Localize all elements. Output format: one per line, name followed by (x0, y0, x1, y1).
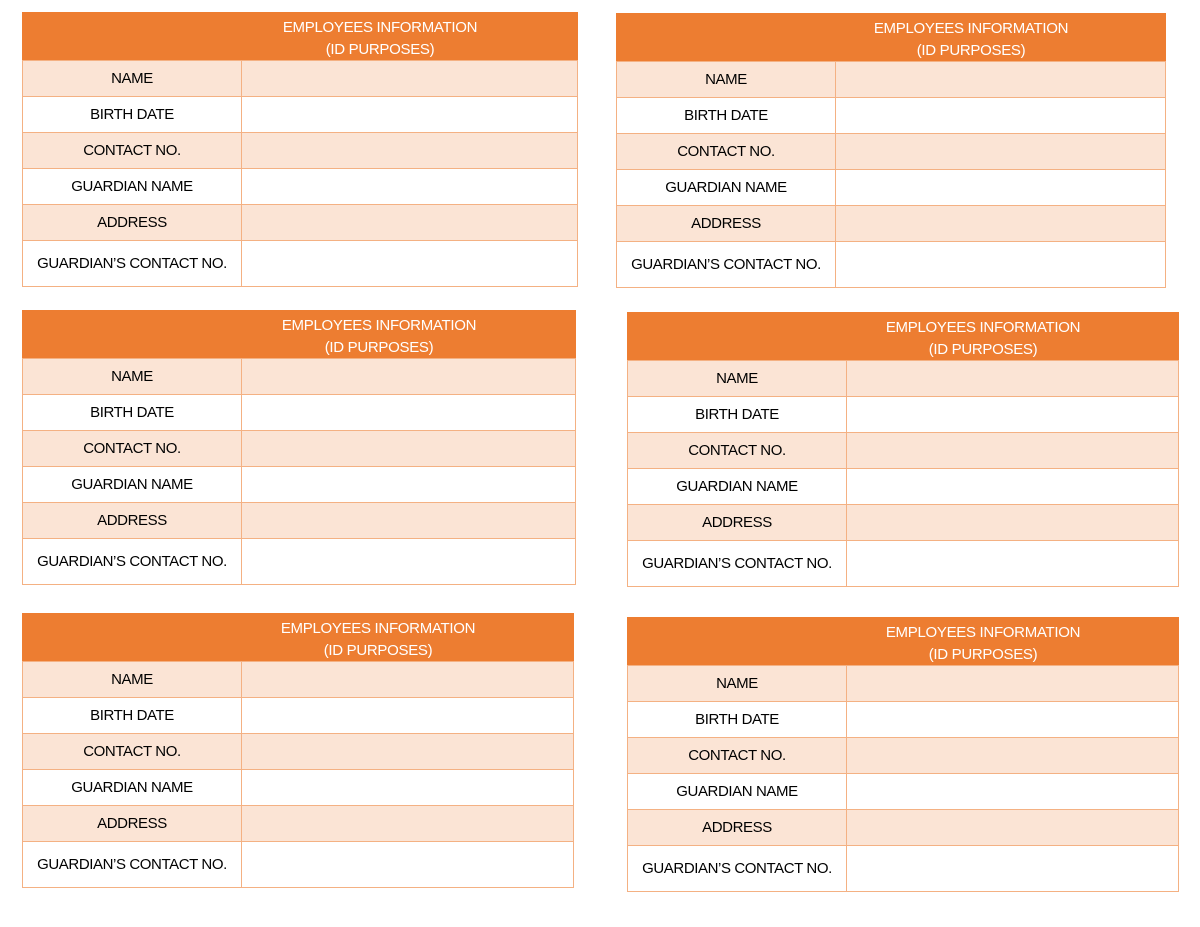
table-row (617, 134, 1166, 170)
card-subtitle: (ID PURPOSES) (324, 339, 434, 356)
contact-no-field[interactable] (242, 734, 574, 770)
info-table (627, 360, 1179, 587)
table-row (23, 61, 578, 97)
card-title: EMPLOYEES INFORMATION (873, 20, 1069, 37)
employee-info-card-1 (22, 12, 578, 287)
birth-date-label: BIRTH DATE (628, 397, 847, 433)
table-row (23, 698, 574, 734)
table-row (23, 359, 576, 395)
table-row (617, 98, 1166, 134)
guardian-name-label: GUARDIAN NAME (628, 469, 847, 505)
name-field[interactable] (847, 361, 1179, 397)
card-subtitle: (ID PURPOSES) (323, 642, 433, 659)
guardian-name-label: GUARDIAN NAME (23, 770, 242, 806)
card-title: EMPLOYEES INFORMATION (282, 19, 478, 36)
name-field[interactable] (242, 662, 574, 698)
birth-date-label: BIRTH DATE (23, 395, 242, 431)
contact-no-label: CONTACT NO. (628, 433, 847, 469)
birth-date-field[interactable] (836, 98, 1166, 134)
table-row (628, 810, 1179, 846)
info-table (627, 665, 1179, 892)
contact-no-label: CONTACT NO. (23, 734, 242, 770)
address-field[interactable] (847, 810, 1179, 846)
table-row (628, 738, 1179, 774)
table-row (23, 97, 578, 133)
birth-date-field[interactable] (242, 395, 576, 431)
guardian-contact-label: GUARDIAN’S CONTACT NO. (23, 241, 242, 287)
address-field[interactable] (847, 505, 1179, 541)
guardian-contact-field[interactable] (242, 539, 576, 585)
card-header (627, 312, 1179, 360)
contact-no-field[interactable] (847, 738, 1179, 774)
guardian-name-label: GUARDIAN NAME (23, 169, 242, 205)
name-field[interactable] (242, 61, 578, 97)
contact-no-label: CONTACT NO. (23, 431, 242, 467)
birth-date-field[interactable] (242, 97, 578, 133)
name-label: NAME (628, 666, 847, 702)
table-row (23, 169, 578, 205)
guardian-contact-field[interactable] (242, 842, 574, 888)
birth-date-label: BIRTH DATE (23, 698, 242, 734)
table-row (628, 397, 1179, 433)
card-header (22, 310, 576, 358)
guardian-contact-field[interactable] (836, 242, 1166, 288)
info-table (22, 60, 578, 287)
info-table (22, 661, 574, 888)
address-label: ADDRESS (23, 503, 242, 539)
employee-info-card-3 (22, 310, 576, 585)
table-row (628, 433, 1179, 469)
address-label: ADDRESS (628, 810, 847, 846)
contact-no-field[interactable] (836, 134, 1166, 170)
name-label: NAME (617, 62, 836, 98)
guardian-contact-field[interactable] (847, 846, 1179, 892)
contact-no-field[interactable] (242, 431, 576, 467)
table-row (23, 806, 574, 842)
name-label: NAME (23, 359, 242, 395)
info-table (616, 61, 1166, 288)
guardian-name-field[interactable] (847, 774, 1179, 810)
guardian-contact-label: GUARDIAN’S CONTACT NO. (628, 541, 847, 587)
table-row (628, 541, 1179, 587)
birth-date-label: BIRTH DATE (617, 98, 836, 134)
name-label: NAME (23, 61, 242, 97)
guardian-name-field[interactable] (242, 467, 576, 503)
table-row (617, 206, 1166, 242)
table-row (617, 62, 1166, 98)
card-subtitle: (ID PURPOSES) (928, 646, 1038, 663)
card-title: EMPLOYEES INFORMATION (280, 620, 476, 637)
table-row (617, 170, 1166, 206)
guardian-name-label: GUARDIAN NAME (23, 467, 242, 503)
table-row (628, 666, 1179, 702)
name-label: NAME (23, 662, 242, 698)
table-row (628, 361, 1179, 397)
table-row (23, 662, 574, 698)
table-row (23, 431, 576, 467)
contact-no-label: CONTACT NO. (23, 133, 242, 169)
card-header (616, 13, 1166, 61)
employee-info-card-2 (616, 13, 1166, 288)
name-field[interactable] (847, 666, 1179, 702)
table-row (628, 505, 1179, 541)
table-row (23, 133, 578, 169)
address-label: ADDRESS (628, 505, 847, 541)
table-row (628, 774, 1179, 810)
guardian-contact-label: GUARDIAN’S CONTACT NO. (23, 539, 242, 585)
address-label: ADDRESS (23, 205, 242, 241)
card-title: EMPLOYEES INFORMATION (885, 624, 1081, 641)
guardian-contact-label: GUARDIAN’S CONTACT NO. (617, 242, 836, 288)
name-label: NAME (628, 361, 847, 397)
table-row (617, 242, 1166, 288)
guardian-contact-field[interactable] (242, 241, 578, 287)
name-field[interactable] (242, 359, 576, 395)
card-subtitle: (ID PURPOSES) (325, 41, 435, 58)
birth-date-field[interactable] (847, 397, 1179, 433)
birth-date-label: BIRTH DATE (23, 97, 242, 133)
card-header (22, 613, 574, 661)
table-row (23, 395, 576, 431)
table-row (23, 503, 576, 539)
address-field[interactable] (242, 205, 578, 241)
table-row (23, 467, 576, 503)
contact-no-label: CONTACT NO. (617, 134, 836, 170)
employee-info-card-4 (627, 312, 1179, 587)
birth-date-label: BIRTH DATE (628, 702, 847, 738)
guardian-name-label: GUARDIAN NAME (628, 774, 847, 810)
contact-no-label: CONTACT NO. (628, 738, 847, 774)
address-field[interactable] (242, 806, 574, 842)
guardian-name-field[interactable] (836, 170, 1166, 206)
address-field[interactable] (242, 503, 576, 539)
employee-info-card-5 (22, 613, 574, 888)
table-row (628, 846, 1179, 892)
contact-no-field[interactable] (847, 433, 1179, 469)
table-row (23, 734, 574, 770)
guardian-contact-field[interactable] (847, 541, 1179, 587)
guardian-name-label: GUARDIAN NAME (617, 170, 836, 206)
table-row (23, 241, 578, 287)
info-table (22, 358, 576, 585)
guardian-name-field[interactable] (242, 770, 574, 806)
card-title: EMPLOYEES INFORMATION (885, 319, 1081, 336)
card-title: EMPLOYEES INFORMATION (281, 317, 477, 334)
table-row (23, 770, 574, 806)
table-row (23, 539, 576, 585)
address-field[interactable] (836, 206, 1166, 242)
address-label: ADDRESS (617, 206, 836, 242)
card-subtitle: (ID PURPOSES) (916, 42, 1026, 59)
table-row (23, 842, 574, 888)
birth-date-field[interactable] (847, 702, 1179, 738)
guardian-contact-label: GUARDIAN’S CONTACT NO. (23, 842, 242, 888)
card-header (627, 617, 1179, 665)
name-field[interactable] (836, 62, 1166, 98)
address-label: ADDRESS (23, 806, 242, 842)
table-row (23, 205, 578, 241)
guardian-contact-label: GUARDIAN’S CONTACT NO. (628, 846, 847, 892)
guardian-name-field[interactable] (847, 469, 1179, 505)
table-row (628, 702, 1179, 738)
contact-no-field[interactable] (242, 133, 578, 169)
employee-info-card-6 (627, 617, 1179, 892)
guardian-name-field[interactable] (242, 169, 578, 205)
table-row (628, 469, 1179, 505)
card-subtitle: (ID PURPOSES) (928, 341, 1038, 358)
card-header (22, 12, 578, 60)
birth-date-field[interactable] (242, 698, 574, 734)
